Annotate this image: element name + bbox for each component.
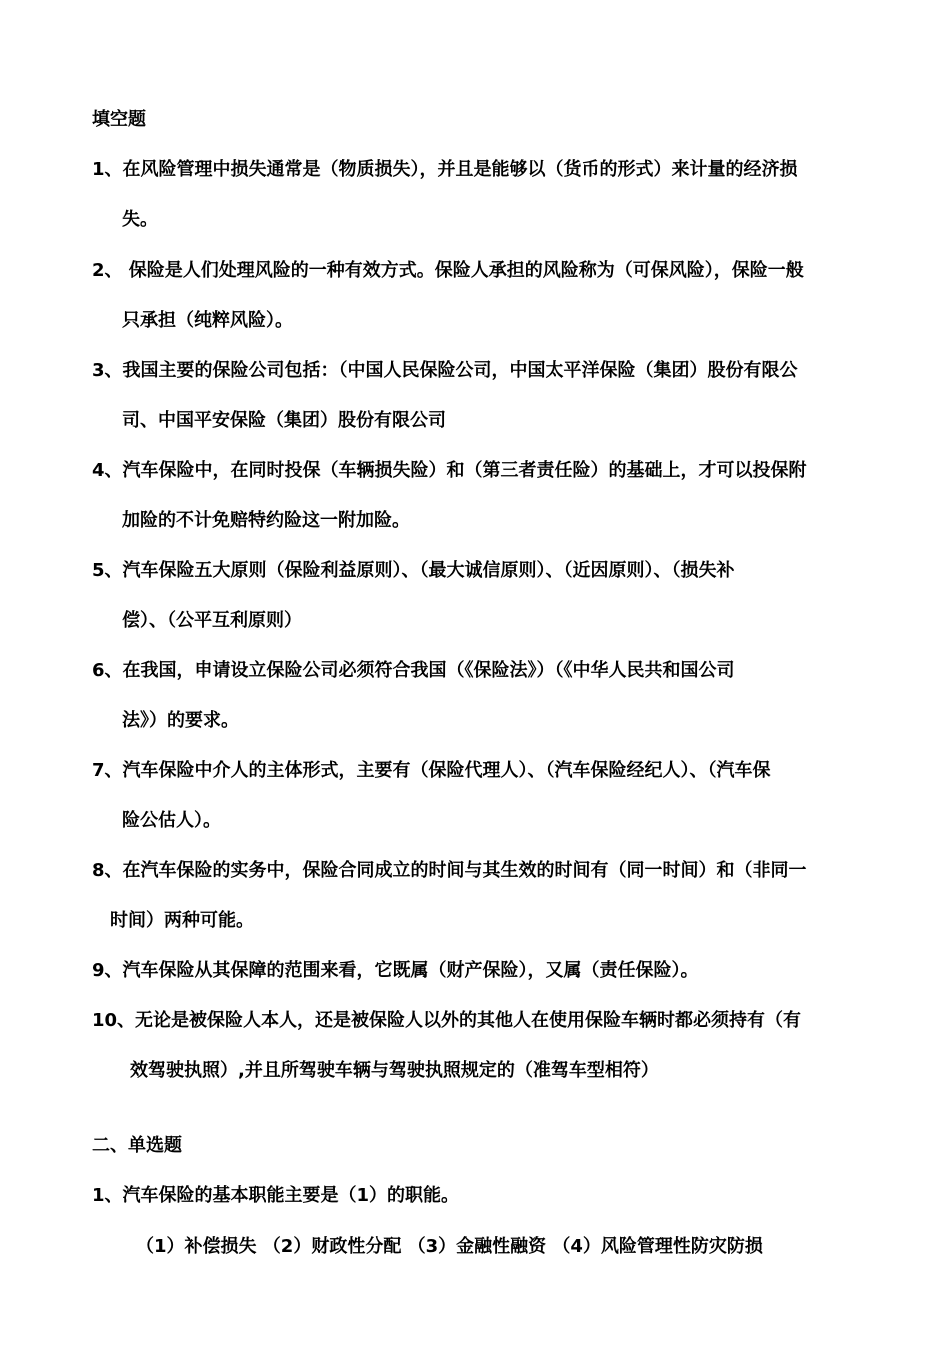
fill-item-6-line1: 6、在我国，申请设立保险公司必须符合我国（《保险法》）（《中华人民共和国公司 (92, 660, 735, 681)
fill-item-10-line1: 10、无论是被保险人本人，还是被保险人以外的其他人在使用保险车辆时都必须持有（有 (92, 1010, 802, 1031)
fill-item-5-line1: 5、汽车保险五大原则（保险利益原则）、（最大诚信原则）、（近因原则）、（损失补 (92, 560, 735, 581)
fill-item-6-line2: 法》）的要求。 (122, 710, 239, 731)
fill-item-2-line2: 只承担（纯粹风险）。 (122, 310, 293, 331)
section-title-single-choice: 二、单选题 (92, 1135, 182, 1156)
fill-item-1-line2: 失。 (122, 209, 158, 230)
fill-item-5-line2: 偿）、（公平互利原则） (122, 610, 302, 631)
fill-item-3-line1: 3、我国主要的保险公司包括：（中国人民保险公司，中国太平洋保险（集团）股份有限公 (92, 360, 798, 381)
fill-item-7-line2: 险公估人）。 (122, 810, 221, 831)
choice-question-1-stem: 1、汽车保险的基本职能主要是（1）的职能。 (92, 1185, 460, 1206)
fill-item-7-line1: 7、汽车保险中介人的主体形式，主要有（保险代理人）、（汽车保险经纪人）、（汽车保 (92, 760, 771, 781)
section-title-fill-in: 填空题 (92, 109, 146, 130)
choice-question-1-options: （1）补偿损失 （2）财政性分配 （3）金融性融资 （4）风险管理性防灾防损 (136, 1236, 763, 1257)
fill-item-4-line2: 加险的不计免赔特约险这一附加险。 (122, 510, 410, 531)
fill-item-9-line1: 9、汽车保险从其保障的范围来看，它既属（财产保险），又属（责任保险）。 (92, 960, 699, 981)
fill-item-8-line2: 时间）两种可能。 (110, 910, 254, 931)
fill-item-2-line1: 2、 保险是人们处理风险的一种有效方式。保险人承担的风险称为（可保风险），保险一般 (92, 260, 804, 281)
fill-item-3-line2: 司、中国平安保险（集团）股份有限公司 (122, 410, 446, 431)
fill-item-8-line1: 8、在汽车保险的实务中，保险合同成立的时间与其生效的时间有（同一时间）和（非同一 (92, 860, 807, 881)
fill-item-1-line1: 1、在风险管理中损失通常是（物质损失），并且是能够以（货币的形式）来计量的经济损 (92, 159, 798, 180)
fill-item-10-line2: 效驾驶执照）,并且所驾驶车辆与驾驶执照规定的（准驾车型相符） (130, 1060, 659, 1081)
fill-item-4-line1: 4、汽车保险中，在同时投保（车辆损失险）和（第三者责任险）的基础上，才可以投保附 (92, 460, 807, 481)
